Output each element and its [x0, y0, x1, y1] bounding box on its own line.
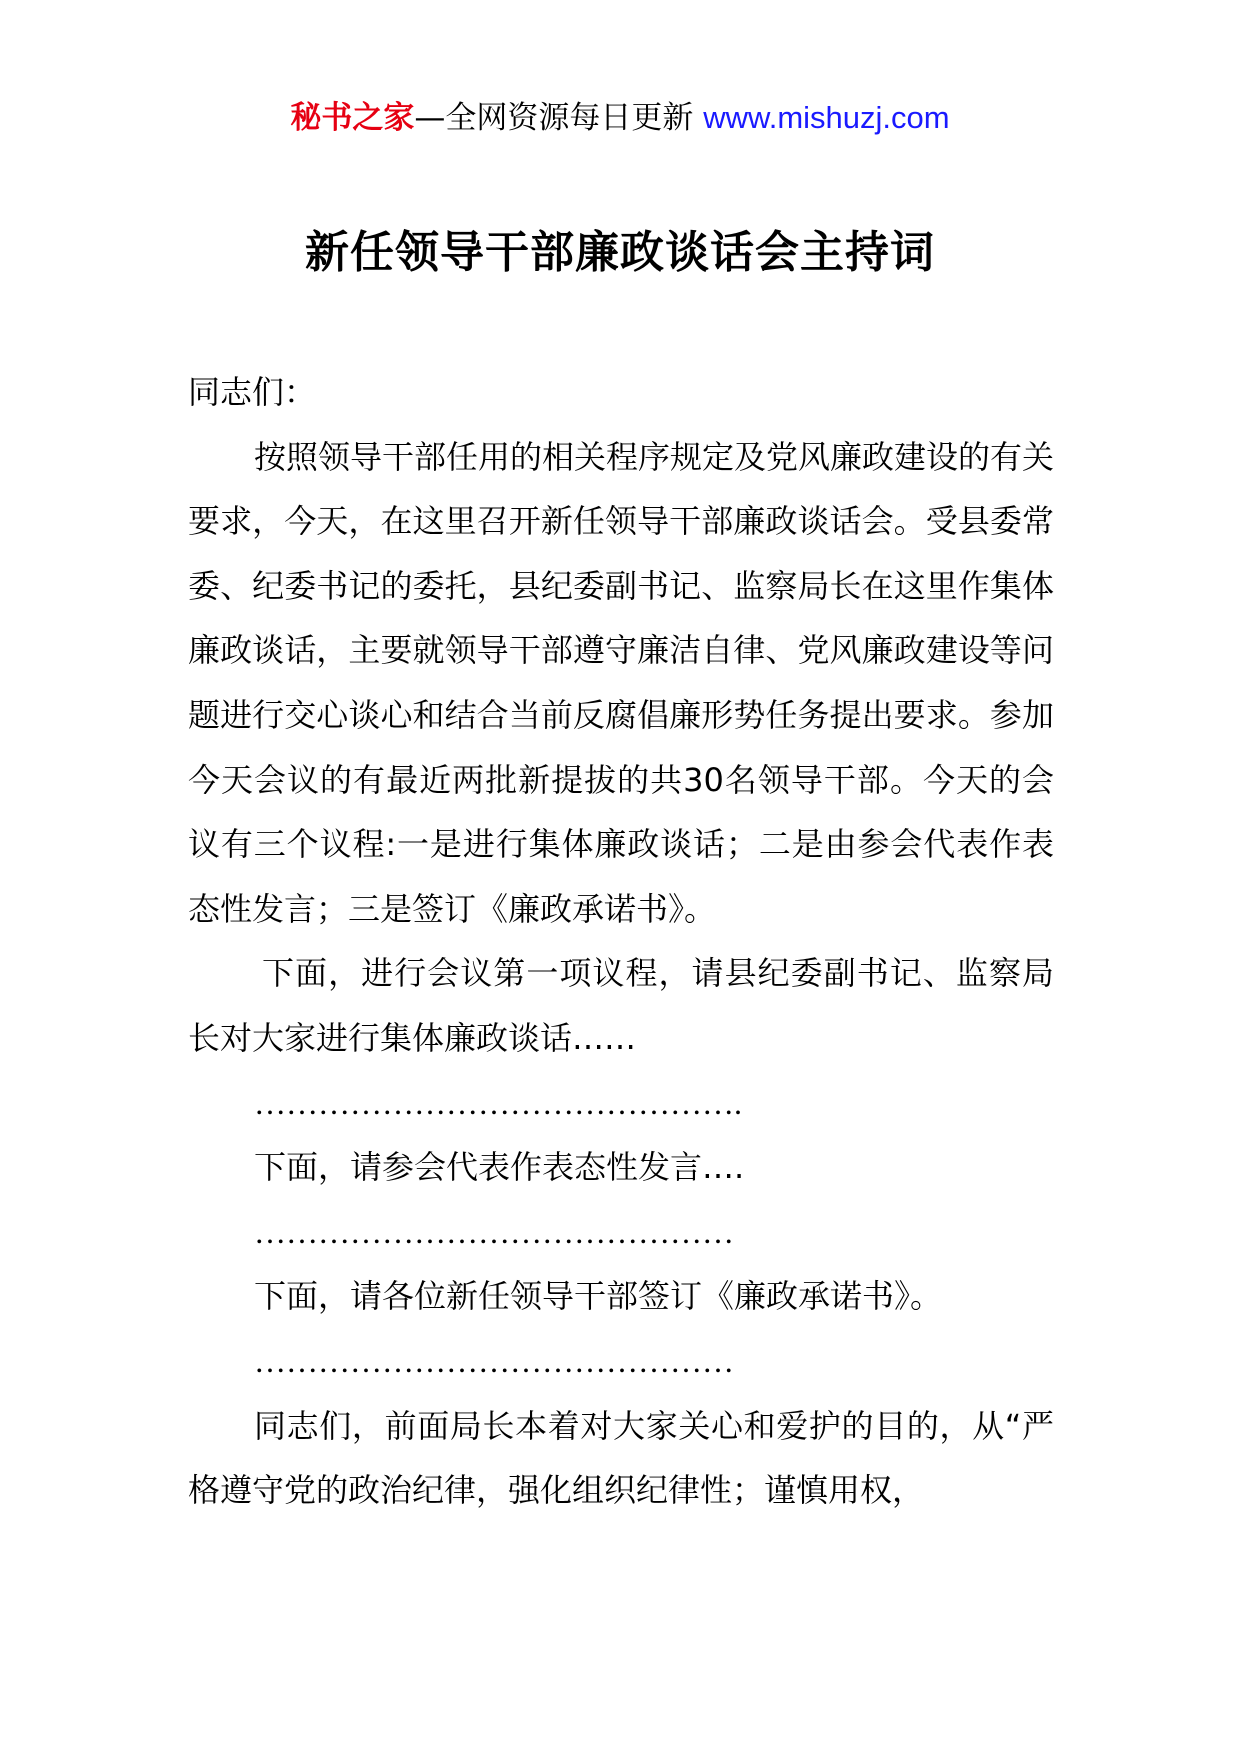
closing-paragraph: 同志们，前面局长本着对大家关心和爱护的目的，从“严格遵守党的政治纪律，强化组织纪律性；谨慎用权， [188, 1406, 1054, 1510]
site-slogan: —全网资源每日更新 [414, 100, 694, 136]
agenda-item-3-paragraph: 下面，请各位新任领导干部签订《廉政承诺书》。 [254, 1277, 943, 1316]
document-body [188, 360, 1054, 1523]
document-title: 新任领导干部廉政谈话会主持词 [305, 227, 935, 278]
site-brand: 秘书之家 [290, 100, 415, 136]
site-header [0, 98, 1240, 138]
ellipsis-line: ……………………………………… [254, 1213, 734, 1250]
ellipsis-line: ………………………………………. [254, 1084, 742, 1121]
agenda-item-1-paragraph: 下面，进行会议第一项议程，请县纪委副书记、监察局长对大家进行集体廉政谈话…… [188, 954, 1054, 1057]
salutation-paragraph: 同志们： [188, 373, 317, 411]
site-url-link[interactable]: www.mishuzj.com [703, 100, 950, 135]
intro-paragraph: 按照领导干部任用的相关程序规定及党风廉政建设的有关要求，今天，在这里召开新任领导干部廉政谈话会。受县委常委、纪委书记的委托，县纪委副书记、监察局长在这里作集体廉政谈话，主要就领导干部遵守廉洁自律、党风廉政建设等问题进行交心谈心和结合当前反腐倡廉形势任务提出要求。参加今天会议的有最近两批新提拔的共30名领导干部。今天的会议有三个议程:一是进行集体廉政谈话；二是由参会代表作表态性发言；三是签订《廉政承诺书》。 [188, 437, 1055, 928]
agenda-item-2-paragraph: 下面，请参会代表作表态性发言…. [254, 1148, 745, 1187]
ellipsis-line: ……………………………………… [254, 1342, 734, 1379]
